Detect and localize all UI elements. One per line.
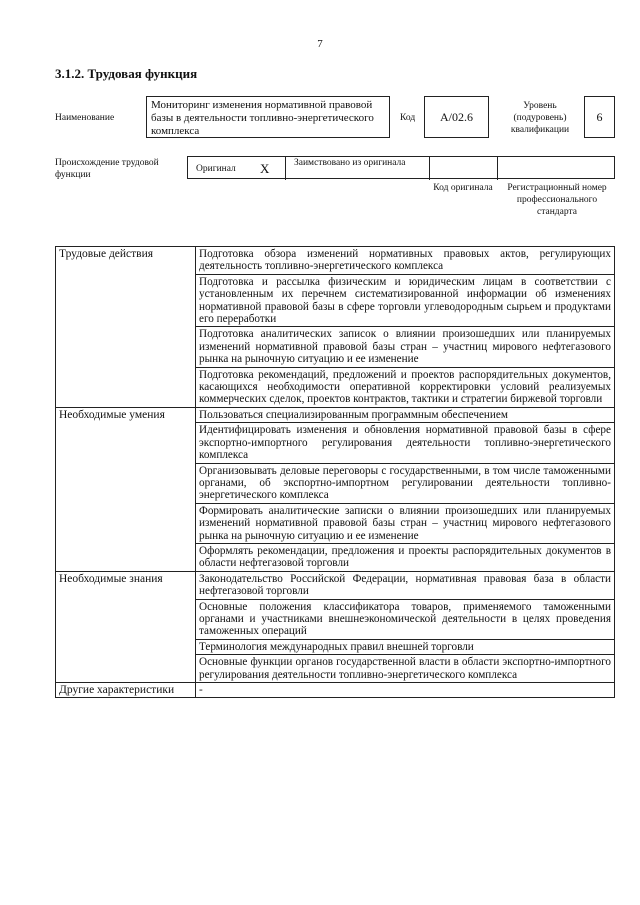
function-name-box: Мониторинг изменения нормативной правовой базы в деятельности топливно-энергетического комплекса (146, 96, 390, 138)
origin-row (187, 156, 615, 179)
level-label: Уровень (подуровень) квалификации (510, 101, 570, 135)
borrowed-cell (286, 157, 430, 180)
table-cell: Пользоваться специализированным программным обеспечением (196, 407, 615, 422)
borrowed-label: Заимствовано из оригинала (294, 158, 406, 168)
origin-code-cell (430, 157, 498, 180)
original-mark: X (260, 161, 270, 176)
function-details-table (55, 246, 615, 698)
table-cell: Подготовка обзора изменений нормативных правовых актов, регулирующих деятельность топливно-энергетического комплекса (196, 247, 615, 275)
table-row (56, 571, 615, 599)
registration-number-caption: Регистрационный номер профессионального стандарта (507, 183, 607, 217)
table-cell: Оформлять рекомендации, предложения и проекты распорядительных документов в области нефтегазовой торговли (196, 543, 615, 571)
table-cell: Законодательство Российской Федерации, нормативная правовая база в области нефтегазовой торговли (196, 571, 615, 599)
category-required-skills: Необходимые умения (56, 407, 196, 571)
section-title: 3.1.2. Трудовая функция (55, 66, 198, 81)
category-other-characteristics: Другие характеристики (56, 683, 196, 698)
qualification-level-box: 6 (584, 96, 615, 138)
table-cell: Основные функции органов государственной власти в области экспортно-импортного регулирования деятельности топливно-энергетического комплекса (196, 655, 615, 683)
table-row (56, 683, 615, 698)
origin-label: Происхождение трудовой функции (55, 158, 159, 180)
table-cell: Подготовка аналитических записок о влиянии произошедших или планируемых изменений нормативной правовой базы стран – участниц мирового нефтегазового рынка на рыночную ситуацию и ее изменение (196, 327, 615, 367)
function-code-box: А/02.6 (424, 96, 489, 138)
page-number: 7 (317, 38, 323, 50)
table-cell: - (196, 683, 615, 698)
category-labor-actions: Трудовые действия (56, 247, 196, 408)
origin-code-caption: Код оригинала (433, 183, 493, 193)
registration-number-cell (498, 157, 614, 180)
original-cell (188, 157, 286, 180)
table-row (56, 407, 615, 422)
category-required-knowledge: Необходимые знания (56, 571, 196, 682)
name-label: Наименование (55, 113, 115, 123)
table-cell: Основные положения классификатора товаров, применяемого таможенными органами и участниками внешнеэкономической деятельности в целях проведения таможенных операций (196, 599, 615, 639)
table-cell: Формировать аналитические записки о влиянии произошедших или планируемых изменений нормативной правовой базы стран – участниц мирового нефтегазового рынка на рыночную ситуацию и ее изменение (196, 503, 615, 543)
table-row (56, 247, 615, 275)
table-cell: Организовывать деловые переговоры с государственными, в том числе таможенными органами, об экспортно-импортном регулировании деятельности топливно-энергетического комплекса (196, 463, 615, 503)
table-cell: Идентифицировать изменения и обновления нормативной правовой базы в сфере экспортно-импортного регулирования деятельности топливно-энергетического комплекса (196, 423, 615, 463)
code-label: Код (400, 113, 416, 123)
table-cell: Подготовка и рассылка физическим и юридическим лицам в соответствии с установленным их перечнем систематизированной информации об изменениях нормативной правовой базы в сфере торговли углеводородным сырьем и продуктами его переработки (196, 274, 615, 327)
table-cell: Терминология международных правил внешней торговли (196, 639, 615, 654)
table-cell: Подготовка рекомендаций, предложений и проектов распорядительных документов, касающихся необходимости оперативной корректировки условий реализуемых коммерческих сделок, проектов контрактов, тактики и стратегии биржевой торговли (196, 367, 615, 407)
original-label: Оригинал (196, 164, 236, 174)
